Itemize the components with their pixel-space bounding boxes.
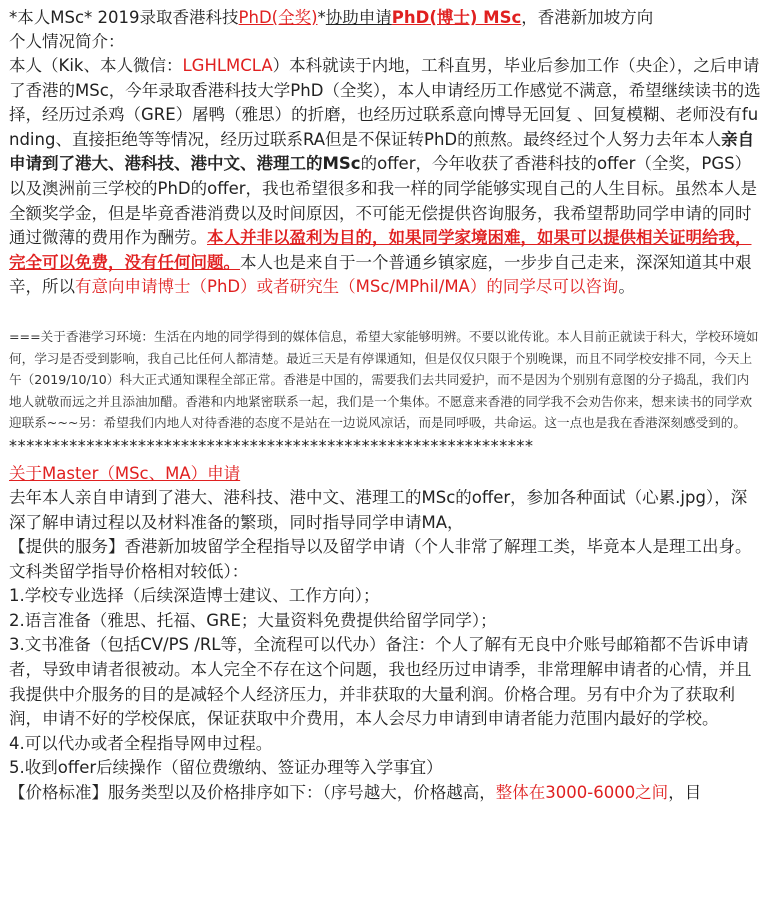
assist-apply-text: 协助申请 [325,8,392,27]
price-standard [9,781,761,806]
header-text-6: ，香港新加坡方向 [521,8,654,27]
free-service-notice: 本人并非以盈利为目的，如果同学家境困难，如果可以提供相关证明给我，完全可以免费，没有任何问题。 [9,228,752,272]
service-item-3: 3.文书准备（包括CV/PS /RL等，全流程可以代办）备注：个人了解有无良中介账号邮箱都不告诉申请者，导致申请者很被动。本人完全不存在这个问题，我也经历过申请季，非常理解申请者的心情，并且我提供中介服务的目的是减轻个人经济压力，并非获取的大量利润。价格合理。另有中介为了获取利润，申请不好的学校保底，保证获取中介费用，本人会尽力申请到申请者能力范围内最好的学校。 [9,635,752,729]
consult-invitation: 有意向申请博士（PhD）或者研究生（MSc/MPhil/MA）的同学尽可以咨询 [75,277,619,297]
master-section-title[interactable]: 关于Master（MSc、MA）申请 [9,463,241,483]
intro-paragraph [9,54,761,300]
hk-environment-note: ===关于香港学习环境：生活在内地的同学得到的媒体信息，希望大家能够明辨。不要以讹传讹。本人目前正就读于科大，学校环境如何，学习是否受到影响，我自己比任何人都清楚。最近三天是有停课通知，但是仅仅只限于个别晚课，而且不同学校安排不同，今天上午（2019/10/10）科大正式通知课程全部正常。香港是中国的，需要我们去共同爱护，而不是因为个别别有意图的分子捣乱，我们内地人就敬而远之并且添油加醋。香港和内地紧密联系一起，我们是一个集体。不愿意来香港的同学我不会劝告你来，想来读书的同学欢迎联系~~~另：希望我们内地人对待香港的态度不是站在一边说风凉话，而是同呼吸，共命运。这一点也是我在香港深刻感受到的。 [9,328,759,431]
service-item-2: 2.语言准备（雅思、托福、GRE；大量资料免费提供给留学同学）； [9,610,497,630]
service-item-4: 4.可以代办或者全程指导网申过程。 [9,733,273,753]
services-heading: 【提供的服务】香港新加坡留学全程指导以及留学申请（个人非常了解理工类，毕竟本人是理工出身。文科类留学指导价格相对较低）： [9,537,752,581]
intro-text-4: 本人也是来自于一个普通乡镇家庭，一步步自己走来，深深知道其中艰辛，所以 [9,252,752,297]
separator-stars: ************************************************************* [9,435,534,455]
intro-text-3: 的offer，今年收获了香港科技的offer（全奖，PGS）以及澳洲前三学校的PhD的offer，我也希望很多和我一样的同学能够实现自己的人生目标。虽然本人是全额奖学金，但是毕竟香港消费以及时间原因，不可能无偿提供咨询服务，我希望帮助同学申请的同时通过微薄的费用作为酬劳。 [9,154,758,248]
header-text-3: * [317,8,326,27]
intro-text-1: 本人（Kik、本人微信： [9,56,183,75]
intro-text-5: 。 [618,277,635,297]
header-line [9,6,761,30]
intro-title: 个人情况简介： [9,32,125,51]
phd-scholarship-link[interactable]: PhD(全奖) [238,8,318,27]
master-intro: 去年本人亲自申请到了港大、港科技、港中文、港理工的MSc的offer，参加各种面试（心累.jpg），深深了解申请过程以及材料准备的繁琐，同时指导同学申请MA， [9,487,748,532]
price-text-2: ，目 [668,783,702,803]
intro-text-2: ）本科就读于内地，工科直男，毕业后参加工作（央企），之后申请了香港的MSc，今年录取香港科技大学PhD（全奖），本人申请经历工作感觉不满意，希望继续读书的选择，经历过杀鸡（GRE）屠鸭（雅思）的折磨，也经历过联系意向博导无回复 、回复模糊、老师没有funding、直接拒绝等等情况，经历过联系RA但是不保证转PhD的煎熬。最终经过个人努力去年本人 [9,56,761,149]
price-range: 整体在3000-6000之间 [495,783,669,803]
phd-msc-link[interactable]: PhD(博士) MSc [391,8,522,27]
offer-highlight: 亲自申请到了港大、港科技、港中文、港理工的MSc [9,129,755,174]
header-text-1: *本人MSc* 2019录取香港科技 [9,8,239,27]
wechat-id: LGHLMCLA [182,56,273,75]
service-item-5: 5.收到offer后续操作（留位费缴纳、签证办理等入学事宜） [9,758,443,778]
service-item-1: 1.学校专业选择（后续深造博士建议、工作方向）； [9,586,380,606]
price-text-1: 【价格标准】服务类型以及价格排序如下：（序号越大，价格越高， [9,783,496,803]
